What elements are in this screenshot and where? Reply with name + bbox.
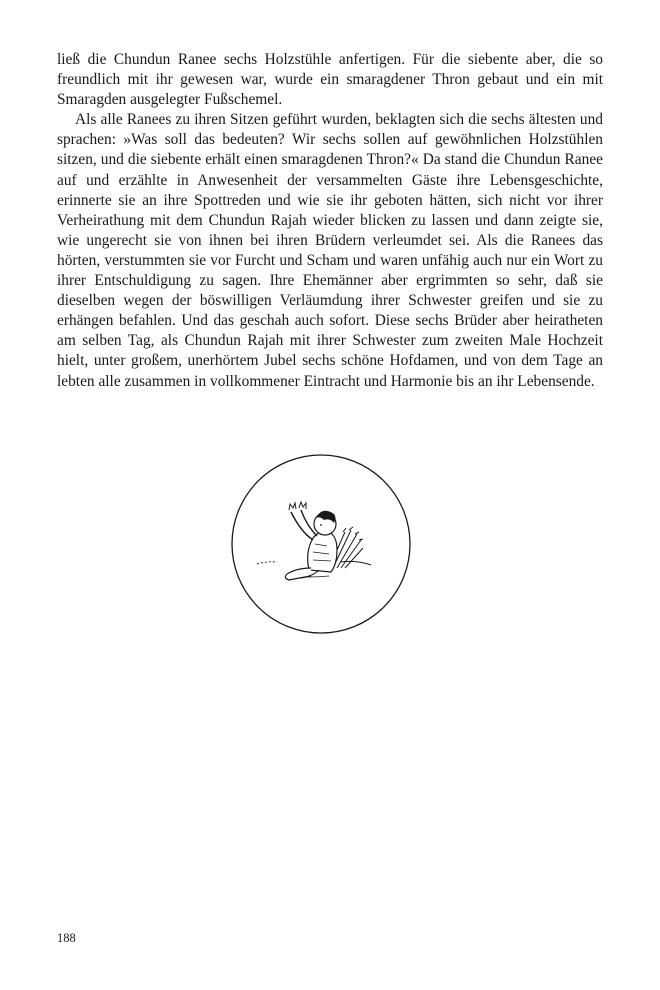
child-with-raised-arms-vignette-icon	[229, 452, 413, 636]
page-number: 188	[57, 931, 76, 945]
paragraph-ending: Als alle Ranees zu ihren Sitzen geführt wurden, beklagten sich die sechs ältesten und sprachen: »Was soll das bedeuten? Wir sechs sollen auf gewöhnlichen Holzstühlen sitzen, und die siebente erhält einen smaragdenen Thron?« Da stand die Chundun Ranee auf und erzählte in Anwesenheit der versammelten Gäste ihre Lebensgeschichte, erinnerte sie an ihre Spottreden und wie sie ihr geboten hätten, sich nicht vor ihrer Verheirathung mit dem Chundun Rajah wieder blicken zu lassen und dann zeigte sie, wie ungerecht sie von ihnen bei ihren Brüdern verleumdet sei. Als die Ranees das hörten, verstummten sie vor Furcht und Scham und waren unfähig auch nur ein Wort zu ihrer Entschuldigung zu sagen. Ihre Ehemänner aber ergrimmten so sehr, daß sie dieselben wegen der böswilligen Verläumdung ihrer Schwester greifen und sie zu erhängen befahlen. Und das geschah auch sofort. Diese sechs Brüder aber heiratheten am selben Tag, als Chundun Rajah mit ihrer Schwester zum zweiten Male Hochzeit hielt, unter großem, unerhörtem Jubel sechs schöne Hofdamen, und von dem Tage an lebten alle zusammen in vollkommener Eintracht und Harmonie bis an ihr Lebensende.	[57, 111, 603, 390]
paragraph-continued: ließ die Chundun Ranee sechs Holzstühle anfertigen. Für die siebente aber, die so freundlich mit ihr gewesen war, wurde ein smaragdener Thron gebaut und ein mit Smaragden ausgelegter Fußschemel.	[57, 51, 603, 109]
vignette-illustration	[229, 452, 413, 636]
body-text	[57, 50, 603, 392]
